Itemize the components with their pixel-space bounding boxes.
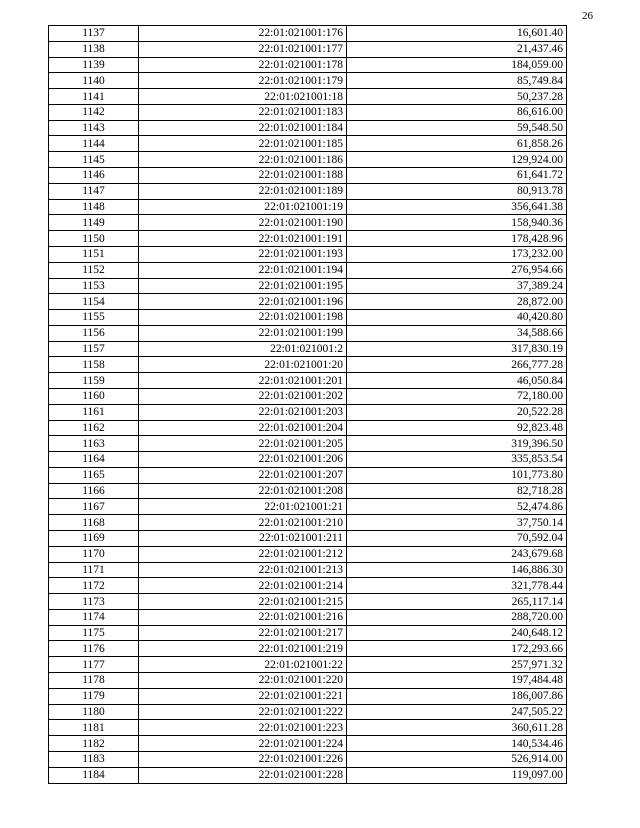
value-cell: 247,505.22 xyxy=(347,704,567,720)
row-number-cell: 1147 xyxy=(49,183,139,199)
table-row xyxy=(49,199,567,215)
table-row xyxy=(49,546,567,562)
table-row xyxy=(49,388,567,404)
cadastral-number-cell: 22:01:021001:177 xyxy=(139,41,347,57)
value-cell: 37,389.24 xyxy=(347,278,567,294)
row-number-cell: 1184 xyxy=(49,767,139,783)
value-cell: 319,396.50 xyxy=(347,436,567,452)
table-row xyxy=(49,609,567,625)
table-row xyxy=(49,26,567,42)
row-number-cell: 1143 xyxy=(49,120,139,136)
cadastral-number-cell: 22:01:021001:19 xyxy=(139,199,347,215)
table-row xyxy=(49,373,567,389)
table-row xyxy=(49,294,567,310)
row-number-cell: 1137 xyxy=(49,26,139,42)
table-body xyxy=(49,26,567,784)
cadastral-value-table xyxy=(48,25,567,784)
table-row xyxy=(49,120,567,136)
value-cell: 240,648.12 xyxy=(347,625,567,641)
table-row xyxy=(49,751,567,767)
cadastral-number-cell: 22:01:021001:221 xyxy=(139,688,347,704)
row-number-cell: 1159 xyxy=(49,373,139,389)
table-row xyxy=(49,310,567,326)
table-row xyxy=(49,467,567,483)
table-row xyxy=(49,625,567,641)
value-cell: 158,940.36 xyxy=(347,215,567,231)
cadastral-number-cell: 22:01:021001:2 xyxy=(139,341,347,357)
table-row xyxy=(49,531,567,547)
table-row xyxy=(49,57,567,73)
row-number-cell: 1174 xyxy=(49,609,139,625)
cadastral-number-cell: 22:01:021001:208 xyxy=(139,483,347,499)
cadastral-number-cell: 22:01:021001:178 xyxy=(139,57,347,73)
table-row xyxy=(49,720,567,736)
cadastral-number-cell: 22:01:021001:18 xyxy=(139,89,347,105)
table-row xyxy=(49,152,567,168)
table-row xyxy=(49,246,567,262)
table-row xyxy=(49,483,567,499)
row-number-cell: 1181 xyxy=(49,720,139,736)
value-cell: 178,428.96 xyxy=(347,231,567,247)
row-number-cell: 1148 xyxy=(49,199,139,215)
cadastral-number-cell: 22:01:021001:217 xyxy=(139,625,347,641)
table-row xyxy=(49,641,567,657)
cadastral-number-cell: 22:01:021001:223 xyxy=(139,720,347,736)
row-number-cell: 1166 xyxy=(49,483,139,499)
table-row xyxy=(49,499,567,515)
cadastral-number-cell: 22:01:021001:188 xyxy=(139,168,347,184)
row-number-cell: 1158 xyxy=(49,357,139,373)
table-row xyxy=(49,594,567,610)
cadastral-number-cell: 22:01:021001:194 xyxy=(139,262,347,278)
table-row xyxy=(49,736,567,752)
value-cell: 59,548.50 xyxy=(347,120,567,136)
value-cell: 16,601.40 xyxy=(347,26,567,42)
row-number-cell: 1183 xyxy=(49,751,139,767)
row-number-cell: 1154 xyxy=(49,294,139,310)
row-number-cell: 1144 xyxy=(49,136,139,152)
cadastral-number-cell: 22:01:021001:226 xyxy=(139,751,347,767)
cadastral-number-cell: 22:01:021001:195 xyxy=(139,278,347,294)
value-cell: 46,050.84 xyxy=(347,373,567,389)
row-number-cell: 1157 xyxy=(49,341,139,357)
table-row xyxy=(49,104,567,120)
row-number-cell: 1169 xyxy=(49,531,139,547)
cadastral-number-cell: 22:01:021001:20 xyxy=(139,357,347,373)
table-row xyxy=(49,404,567,420)
cadastral-number-cell: 22:01:021001:179 xyxy=(139,73,347,89)
cadastral-number-cell: 22:01:021001:212 xyxy=(139,546,347,562)
cadastral-number-cell: 22:01:021001:219 xyxy=(139,641,347,657)
table-row xyxy=(49,136,567,152)
row-number-cell: 1182 xyxy=(49,736,139,752)
cadastral-number-cell: 22:01:021001:186 xyxy=(139,152,347,168)
table-row xyxy=(49,215,567,231)
value-cell: 276,954.66 xyxy=(347,262,567,278)
cadastral-number-cell: 22:01:021001:202 xyxy=(139,388,347,404)
value-cell: 146,886.30 xyxy=(347,562,567,578)
cadastral-number-cell: 22:01:021001:21 xyxy=(139,499,347,515)
row-number-cell: 1155 xyxy=(49,310,139,326)
value-cell: 21,437.46 xyxy=(347,41,567,57)
table-row xyxy=(49,341,567,357)
cadastral-number-cell: 22:01:021001:199 xyxy=(139,325,347,341)
table-row xyxy=(49,578,567,594)
row-number-cell: 1176 xyxy=(49,641,139,657)
cadastral-number-cell: 22:01:021001:189 xyxy=(139,183,347,199)
value-cell: 173,232.00 xyxy=(347,246,567,262)
table-row xyxy=(49,89,567,105)
value-cell: 186,007.86 xyxy=(347,688,567,704)
cadastral-number-cell: 22:01:021001:206 xyxy=(139,452,347,468)
table-row xyxy=(49,436,567,452)
row-number-cell: 1167 xyxy=(49,499,139,515)
table-row xyxy=(49,452,567,468)
table-row xyxy=(49,704,567,720)
table-row xyxy=(49,673,567,689)
value-cell: 86,616.00 xyxy=(347,104,567,120)
row-number-cell: 1138 xyxy=(49,41,139,57)
row-number-cell: 1139 xyxy=(49,57,139,73)
cadastral-number-cell: 22:01:021001:205 xyxy=(139,436,347,452)
value-cell: 140,534.46 xyxy=(347,736,567,752)
row-number-cell: 1178 xyxy=(49,673,139,689)
table-row xyxy=(49,357,567,373)
row-number-cell: 1173 xyxy=(49,594,139,610)
row-number-cell: 1149 xyxy=(49,215,139,231)
cadastral-number-cell: 22:01:021001:198 xyxy=(139,310,347,326)
table-row xyxy=(49,325,567,341)
value-cell: 335,853.54 xyxy=(347,452,567,468)
value-cell: 317,830.19 xyxy=(347,341,567,357)
cadastral-number-cell: 22:01:021001:224 xyxy=(139,736,347,752)
value-cell: 129,924.00 xyxy=(347,152,567,168)
row-number-cell: 1150 xyxy=(49,231,139,247)
row-number-cell: 1175 xyxy=(49,625,139,641)
table-row xyxy=(49,41,567,57)
table-row xyxy=(49,767,567,783)
cadastral-number-cell: 22:01:021001:207 xyxy=(139,467,347,483)
row-number-cell: 1151 xyxy=(49,246,139,262)
value-cell: 52,474.86 xyxy=(347,499,567,515)
cadastral-number-cell: 22:01:021001:211 xyxy=(139,531,347,547)
table-row xyxy=(49,278,567,294)
value-cell: 243,679.68 xyxy=(347,546,567,562)
row-number-cell: 1168 xyxy=(49,515,139,531)
value-cell: 40,420.80 xyxy=(347,310,567,326)
value-cell: 34,588.66 xyxy=(347,325,567,341)
value-cell: 265,117.14 xyxy=(347,594,567,610)
value-cell: 172,293.66 xyxy=(347,641,567,657)
row-number-cell: 1152 xyxy=(49,262,139,278)
row-number-cell: 1142 xyxy=(49,104,139,120)
cadastral-number-cell: 22:01:021001:185 xyxy=(139,136,347,152)
cadastral-number-cell: 22:01:021001:210 xyxy=(139,515,347,531)
row-number-cell: 1145 xyxy=(49,152,139,168)
value-cell: 197,484.48 xyxy=(347,673,567,689)
row-number-cell: 1161 xyxy=(49,404,139,420)
cadastral-number-cell: 22:01:021001:22 xyxy=(139,657,347,673)
table-row xyxy=(49,168,567,184)
row-number-cell: 1163 xyxy=(49,436,139,452)
cadastral-number-cell: 22:01:021001:191 xyxy=(139,231,347,247)
cadastral-number-cell: 22:01:021001:196 xyxy=(139,294,347,310)
row-number-cell: 1179 xyxy=(49,688,139,704)
cadastral-number-cell: 22:01:021001:214 xyxy=(139,578,347,594)
cadastral-number-cell: 22:01:021001:222 xyxy=(139,704,347,720)
row-number-cell: 1164 xyxy=(49,452,139,468)
cadastral-number-cell: 22:01:021001:183 xyxy=(139,104,347,120)
row-number-cell: 1171 xyxy=(49,562,139,578)
row-number-cell: 1180 xyxy=(49,704,139,720)
cadastral-number-cell: 22:01:021001:204 xyxy=(139,420,347,436)
value-cell: 92,823.48 xyxy=(347,420,567,436)
cadastral-number-cell: 22:01:021001:216 xyxy=(139,609,347,625)
value-cell: 72,180.00 xyxy=(347,388,567,404)
value-cell: 85,749.84 xyxy=(347,73,567,89)
row-number-cell: 1141 xyxy=(49,89,139,105)
row-number-cell: 1172 xyxy=(49,578,139,594)
value-cell: 266,777.28 xyxy=(347,357,567,373)
value-cell: 526,914.00 xyxy=(347,751,567,767)
table-row xyxy=(49,231,567,247)
cadastral-number-cell: 22:01:021001:220 xyxy=(139,673,347,689)
value-cell: 20,522.28 xyxy=(347,404,567,420)
table-row xyxy=(49,515,567,531)
row-number-cell: 1140 xyxy=(49,73,139,89)
row-number-cell: 1156 xyxy=(49,325,139,341)
row-number-cell: 1153 xyxy=(49,278,139,294)
value-cell: 321,778.44 xyxy=(347,578,567,594)
value-cell: 119,097.00 xyxy=(347,767,567,783)
cadastral-number-cell: 22:01:021001:213 xyxy=(139,562,347,578)
value-cell: 360,611.28 xyxy=(347,720,567,736)
value-cell: 184,059.00 xyxy=(347,57,567,73)
cadastral-number-cell: 22:01:021001:184 xyxy=(139,120,347,136)
value-cell: 61,641.72 xyxy=(347,168,567,184)
value-cell: 50,237.28 xyxy=(347,89,567,105)
table-row xyxy=(49,420,567,436)
row-number-cell: 1177 xyxy=(49,657,139,673)
cadastral-number-cell: 22:01:021001:176 xyxy=(139,26,347,42)
table-row xyxy=(49,73,567,89)
table-row xyxy=(49,688,567,704)
value-cell: 356,641.38 xyxy=(347,199,567,215)
row-number-cell: 1162 xyxy=(49,420,139,436)
cadastral-number-cell: 22:01:021001:201 xyxy=(139,373,347,389)
value-cell: 70,592.04 xyxy=(347,531,567,547)
table-row xyxy=(49,262,567,278)
value-cell: 101,773.80 xyxy=(347,467,567,483)
value-cell: 80,913.78 xyxy=(347,183,567,199)
cadastral-number-cell: 22:01:021001:190 xyxy=(139,215,347,231)
page-number: 26 xyxy=(582,10,593,22)
row-number-cell: 1160 xyxy=(49,388,139,404)
table-row xyxy=(49,562,567,578)
value-cell: 82,718.28 xyxy=(347,483,567,499)
value-cell: 37,750.14 xyxy=(347,515,567,531)
table-row xyxy=(49,183,567,199)
cadastral-number-cell: 22:01:021001:203 xyxy=(139,404,347,420)
table-row xyxy=(49,657,567,673)
value-cell: 28,872.00 xyxy=(347,294,567,310)
value-cell: 257,971.32 xyxy=(347,657,567,673)
value-cell: 61,858.26 xyxy=(347,136,567,152)
cadastral-number-cell: 22:01:021001:193 xyxy=(139,246,347,262)
cadastral-number-cell: 22:01:021001:215 xyxy=(139,594,347,610)
row-number-cell: 1165 xyxy=(49,467,139,483)
cadastral-number-cell: 22:01:021001:228 xyxy=(139,767,347,783)
row-number-cell: 1170 xyxy=(49,546,139,562)
row-number-cell: 1146 xyxy=(49,168,139,184)
value-cell: 288,720.00 xyxy=(347,609,567,625)
